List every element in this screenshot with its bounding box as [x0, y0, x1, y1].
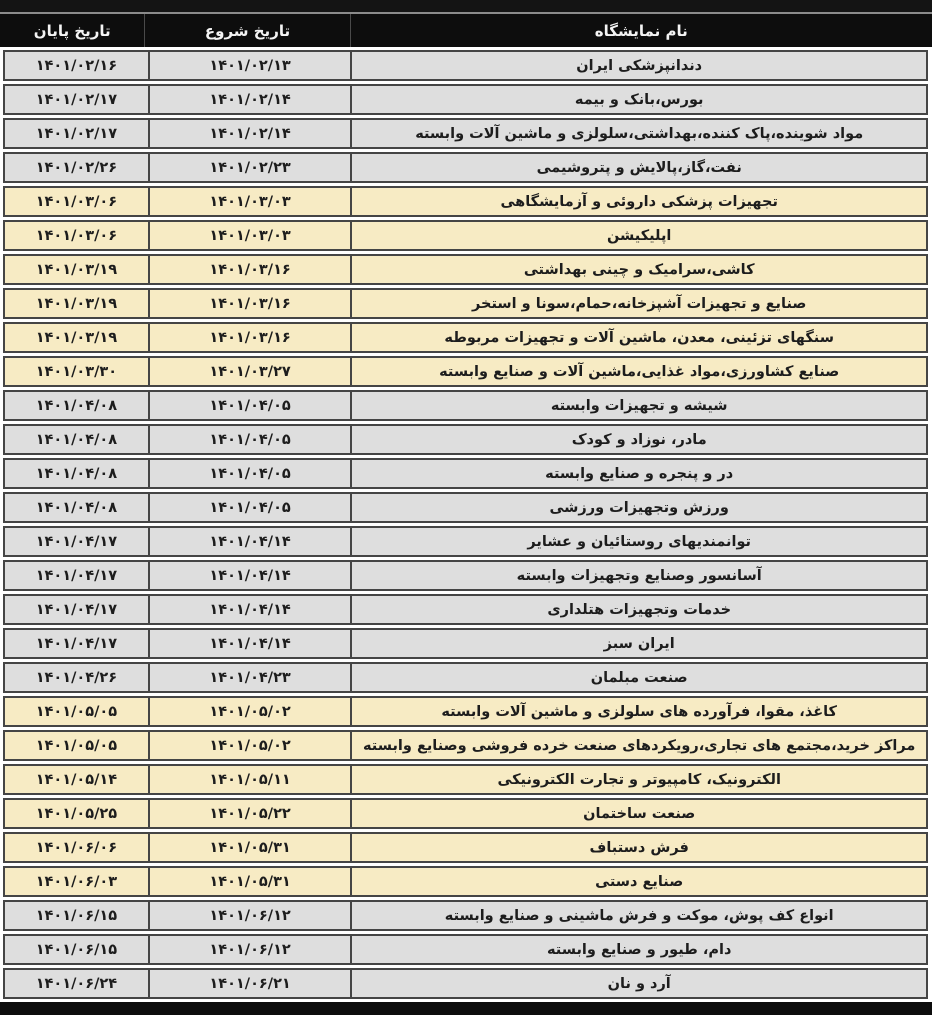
- end-date-cell: ۱۴۰۱/۰۳/۱۹: [35, 295, 118, 312]
- exhibition-name-cell: توانمندیهای روستائیان و عشایر: [350, 528, 926, 555]
- table-row: [3, 152, 928, 183]
- end-date-cell: ۱۴۰۱/۰۴/۱۷: [35, 601, 118, 618]
- exhibition-name-cell: مواد شوینده،پاک کننده،بهداشتی،سلولزی و ماشین آلات وابسته: [350, 120, 926, 147]
- start-date-cell: ۱۴۰۱/۰۶/۱۲: [148, 902, 351, 929]
- exhibition-name-cell: نفت،گاز،پالایش و پتروشیمی: [350, 154, 926, 181]
- table-row: [3, 186, 928, 217]
- table-row: [3, 390, 928, 421]
- end-date-cell: ۱۴۰۱/۰۲/۱۶: [35, 57, 118, 74]
- table-row: [3, 424, 928, 455]
- start-date-cell: ۱۴۰۱/۰۳/۰۳: [148, 222, 351, 249]
- start-date-cell: ۱۴۰۱/۰۴/۰۵: [148, 460, 351, 487]
- exhibition-name-cell: اپلیکیشن: [350, 222, 926, 249]
- end-date-cell: ۱۴۰۱/۰۳/۱۹: [35, 329, 118, 346]
- exhibition-name-cell: دندانپزشکی ایران: [350, 52, 926, 79]
- exhibition-name-cell: دام، طیور و صنایع وابسته: [350, 936, 926, 963]
- table-row: [3, 832, 928, 863]
- table-row: [3, 730, 928, 761]
- table-row: [3, 764, 928, 795]
- start-date-cell: ۱۴۰۱/۰۲/۱۳: [148, 52, 351, 79]
- column-header-start-date: تاریخ شروع: [144, 14, 349, 47]
- end-date-cell: ۱۴۰۱/۰۴/۱۷: [35, 533, 118, 550]
- exhibition-name-cell: آرد و نان: [350, 970, 926, 997]
- table-row: [3, 866, 928, 897]
- table-row: [3, 492, 928, 523]
- exhibition-name-cell: تجهیزات پزشکی داروئی و آزمایشگاهی: [350, 188, 926, 215]
- start-date-cell: ۱۴۰۱/۰۵/۰۲: [148, 732, 351, 759]
- exhibition-name-cell: صنعت ساختمان: [350, 800, 926, 827]
- end-date-cell: ۱۴۰۱/۰۵/۱۴: [35, 771, 118, 788]
- exhibition-name-cell: ورزش وتجهیزات ورزشی: [350, 494, 926, 521]
- end-date-cell: ۱۴۰۱/۰۳/۰۶: [35, 193, 118, 210]
- start-date-cell: ۱۴۰۱/۰۳/۲۷: [148, 358, 351, 385]
- end-date-cell: ۱۴۰۱/۰۶/۱۵: [35, 941, 118, 958]
- end-date-cell: ۱۴۰۱/۰۴/۰۸: [35, 431, 118, 448]
- end-date-cell: ۱۴۰۱/۰۳/۰۶: [35, 227, 118, 244]
- end-date-cell: ۱۴۰۱/۰۳/۱۹: [35, 261, 118, 278]
- bottom-black-bar: [0, 1002, 932, 1015]
- start-date-cell: ۱۴۰۱/۰۴/۱۴: [148, 528, 351, 555]
- table-row: [3, 118, 928, 149]
- table-row: [3, 254, 928, 285]
- end-date-cell: ۱۴۰۱/۰۶/۲۴: [35, 975, 118, 992]
- table-row: [3, 322, 928, 353]
- exhibition-name-cell: صنایع و تجهیزات آشپزخانه،حمام،سونا و استخر: [350, 290, 926, 317]
- end-date-cell: ۱۴۰۱/۰۵/۲۵: [35, 805, 118, 822]
- exhibition-name-cell: الکترونیک، کامپیوتر و تجارت الکترونیکی: [350, 766, 926, 793]
- table-row: [3, 594, 928, 625]
- table-row: [3, 84, 928, 115]
- column-header-exhibition-name: نام نمایشگاه: [350, 14, 932, 47]
- start-date-cell: ۱۴۰۱/۰۲/۲۳: [148, 154, 351, 181]
- table-row: [3, 662, 928, 693]
- start-date-cell: ۱۴۰۱/۰۵/۳۱: [148, 868, 351, 895]
- exhibition-name-cell: شیشه و تجهیزات وابسته: [350, 392, 926, 419]
- top-black-strip: [0, 0, 932, 12]
- start-date-cell: ۱۴۰۱/۰۵/۰۲: [148, 698, 351, 725]
- end-date-cell: ۱۴۰۱/۰۶/۰۶: [35, 839, 118, 856]
- exhibition-name-cell: سنگهای تزئینی، معدن، ماشین آلات و تجهیزات مربوطه: [350, 324, 926, 351]
- start-date-cell: ۱۴۰۱/۰۴/۲۳: [148, 664, 351, 691]
- end-date-cell: ۱۴۰۱/۰۴/۱۷: [35, 567, 118, 584]
- end-date-cell: ۱۴۰۱/۰۲/۱۷: [35, 91, 118, 108]
- start-date-cell: ۱۴۰۱/۰۲/۱۴: [148, 120, 351, 147]
- end-date-cell: ۱۴۰۱/۰۴/۱۷: [35, 635, 118, 652]
- start-date-cell: ۱۴۰۱/۰۵/۱۱: [148, 766, 351, 793]
- start-date-cell: ۱۴۰۱/۰۵/۳۱: [148, 834, 351, 861]
- table-body: [0, 47, 932, 999]
- table-row: [3, 220, 928, 251]
- start-date-cell: ۱۴۰۱/۰۳/۱۶: [148, 256, 351, 283]
- table-header-row: [0, 14, 932, 47]
- table-row: [3, 526, 928, 557]
- table-row: [3, 458, 928, 489]
- start-date-cell: ۱۴۰۱/۰۶/۱۲: [148, 936, 351, 963]
- start-date-cell: ۱۴۰۱/۰۴/۰۵: [148, 494, 351, 521]
- table-row: [3, 696, 928, 727]
- table-row: [3, 968, 928, 999]
- exhibition-name-cell: انواع کف پوش، موکت و فرش ماشینی و صنایع وابسته: [350, 902, 926, 929]
- end-date-cell: ۱۴۰۱/۰۲/۱۷: [35, 125, 118, 142]
- end-date-cell: ۱۴۰۱/۰۴/۲۶: [35, 669, 118, 686]
- exhibition-name-cell: کاغذ، مقوا، فرآورده های سلولزی و ماشین آلات وابسته: [350, 698, 926, 725]
- end-date-cell: ۱۴۰۱/۰۴/۰۸: [35, 465, 118, 482]
- exhibition-name-cell: مراکز خرید،مجتمع های تجاری،رویکردهای صنعت خرده فروشی وصنایع وابسته: [350, 732, 926, 759]
- exhibition-name-cell: بورس،بانک و بیمه: [350, 86, 926, 113]
- table-row: [3, 50, 928, 81]
- exhibition-name-cell: ایران سبز: [350, 630, 926, 657]
- exhibition-name-cell: کاشی،سرامیک و چینی بهداشتی: [350, 256, 926, 283]
- end-date-cell: ۱۴۰۱/۰۶/۰۳: [35, 873, 118, 890]
- exhibition-name-cell: آسانسور وصنایع وتجهیزات وابسته: [350, 562, 926, 589]
- table-row: [3, 288, 928, 319]
- exhibition-name-cell: خدمات وتجهیزات هتلداری: [350, 596, 926, 623]
- start-date-cell: ۱۴۰۱/۰۴/۱۴: [148, 630, 351, 657]
- end-date-cell: ۱۴۰۱/۰۶/۱۵: [35, 907, 118, 924]
- table-row: [3, 560, 928, 591]
- exhibition-name-cell: صنایع کشاورزی،مواد غذایی،ماشین آلات و صنایع وابسته: [350, 358, 926, 385]
- exhibition-name-cell: صنعت مبلمان: [350, 664, 926, 691]
- start-date-cell: ۱۴۰۱/۰۳/۰۳: [148, 188, 351, 215]
- end-date-cell: ۱۴۰۱/۰۵/۰۵: [35, 737, 118, 754]
- end-date-cell: ۱۴۰۱/۰۴/۰۸: [35, 499, 118, 516]
- start-date-cell: ۱۴۰۱/۰۴/۱۴: [148, 596, 351, 623]
- column-header-end-date: تاریخ پایان: [33, 21, 111, 40]
- start-date-cell: ۱۴۰۱/۰۴/۱۴: [148, 562, 351, 589]
- end-date-cell: ۱۴۰۱/۰۳/۳۰: [35, 363, 118, 380]
- start-date-cell: ۱۴۰۱/۰۳/۱۶: [148, 324, 351, 351]
- start-date-cell: ۱۴۰۱/۰۴/۰۵: [148, 392, 351, 419]
- start-date-cell: ۱۴۰۱/۰۴/۰۵: [148, 426, 351, 453]
- start-date-cell: ۱۴۰۱/۰۶/۲۱: [148, 970, 351, 997]
- end-date-cell: ۱۴۰۱/۰۴/۰۸: [35, 397, 118, 414]
- start-date-cell: ۱۴۰۱/۰۵/۲۲: [148, 800, 351, 827]
- start-date-cell: ۱۴۰۱/۰۲/۱۴: [148, 86, 351, 113]
- table-row: [3, 934, 928, 965]
- exhibition-name-cell: در و پنجره و صنایع وابسته: [350, 460, 926, 487]
- exhibition-name-cell: صنایع دستی: [350, 868, 926, 895]
- exhibition-name-cell: فرش دستباف: [350, 834, 926, 861]
- table-row: [3, 900, 928, 931]
- table-row: [3, 356, 928, 387]
- start-date-cell: ۱۴۰۱/۰۳/۱۶: [148, 290, 351, 317]
- end-date-cell: ۱۴۰۱/۰۵/۰۵: [35, 703, 118, 720]
- table-row: [3, 798, 928, 829]
- exhibition-name-cell: مادر، نوزاد و کودک: [350, 426, 926, 453]
- end-date-cell: ۱۴۰۱/۰۲/۲۶: [35, 159, 118, 176]
- table-row: [3, 628, 928, 659]
